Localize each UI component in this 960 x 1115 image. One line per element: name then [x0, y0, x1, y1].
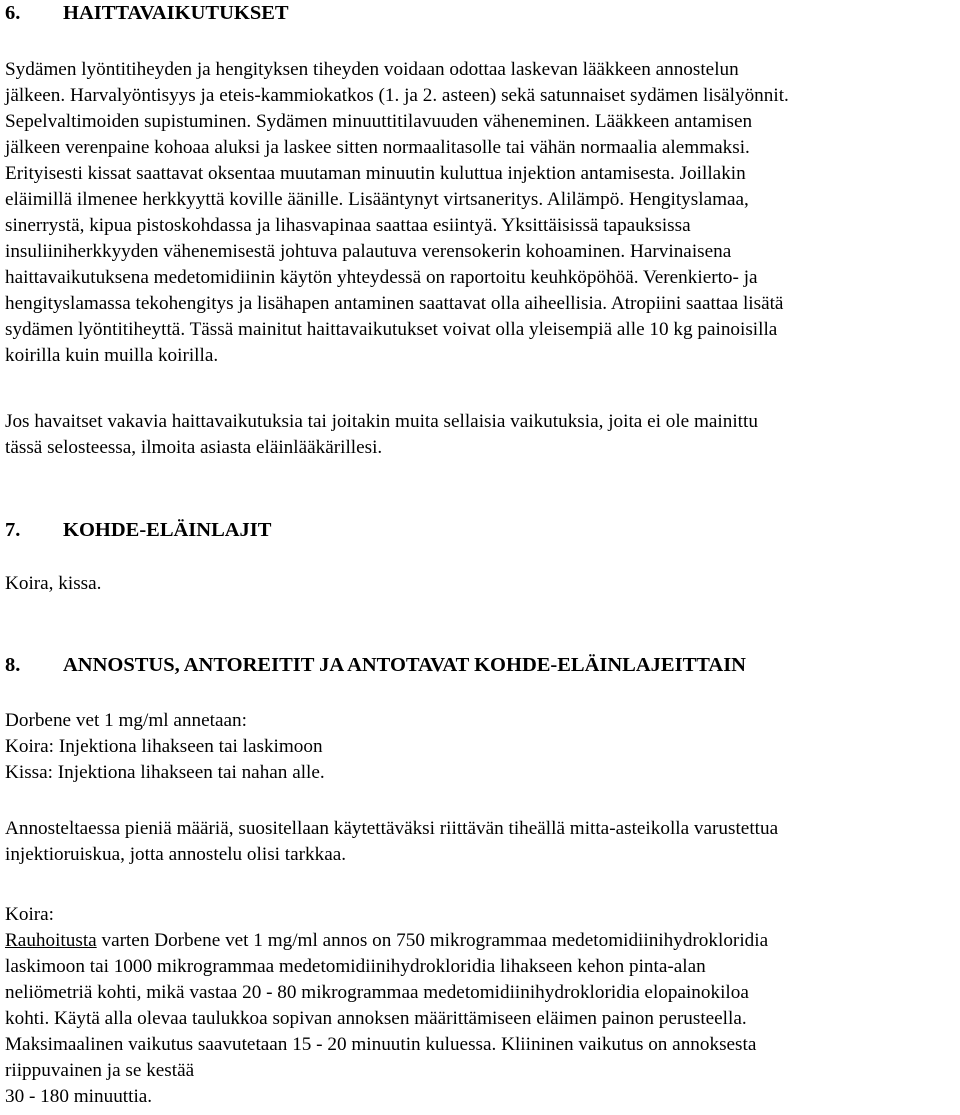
text-line: Sydämen lyöntitiheyden ja hengityksen tiheyden voidaan odottaa laskevan lääkkeen annostelun	[5, 59, 739, 80]
text-line: Koira: Injektiona lihakseen tai laskimoon	[5, 736, 323, 757]
text-line-rest: varten Dorbene vet 1 mg/ml annos on 750 mikrogrammaa medetomidiinihydrokloridia	[96, 930, 769, 951]
section-7-text: Koira, kissa.	[5, 573, 102, 594]
section-7-heading	[5, 517, 271, 543]
text-line: koirilla kuin muilla koirilla.	[5, 345, 219, 366]
section-6-number: 6.	[5, 2, 21, 24]
underlined-term: Rauhoitusta	[5, 930, 97, 951]
section-6-title: HAITTAVAIKUTUKSET	[63, 2, 289, 24]
section-8-heading	[5, 652, 746, 678]
section-6-heading	[5, 0, 289, 26]
text-line: sinerrystä, kipua pistoskohdassa ja lihasvapinaa saattaa esiintyä. Yksittäisissä tapauksissa	[5, 215, 691, 236]
text-line: laskimoon tai 1000 mikrogrammaa medetomidiinihydrokloridia lihakseen kehon pinta-alan	[5, 956, 706, 977]
section-7-title: KOHDE-ELÄINLAJIT	[63, 519, 272, 541]
text-line: Jos havaitset vakavia haittavaikutuksia tai joitakin muita sellaisia vaikutuksia, joita ei ole mainittu	[5, 411, 758, 432]
text-line: eläimillä ilmenee herkkyyttä koville äänille. Lisääntynyt virtsaneritys. Alilämpö. Hengityslamaa,	[5, 189, 749, 210]
text-line: Erityisesti kissat saattavat oksentaa muutaman minuutin kuluttua injektion antamisesta. Joillakin	[5, 163, 746, 184]
section-8-title: ANNOSTUS, ANTOREITIT JA ANTOTAVAT KOHDE-ELÄINLAJEITTAIN	[63, 654, 746, 676]
text-line: hengityslamassa tekohengitys ja lisähapen antaminen saattavat olla aiheellisia. Atropiini saattaa lisätä	[5, 293, 784, 314]
text-line: insuliiniherkkyyden vähenemisestä johtuva palautuva verensokerin kohoaminen. Harvinaisena	[5, 241, 732, 262]
text-line: Maksimaalinen vaikutus saavutetaan 15 - 20 minuutin kuluessa. Kliininen vaikutus on annoksesta	[5, 1034, 757, 1055]
dog-label: Koira:	[5, 904, 55, 925]
text-line: Sepelvaltimoiden supistuminen. Sydämen minuuttitilavuuden väheneminen. Lääkkeen antamisen	[5, 111, 753, 132]
text-line: Annosteltaessa pieniä määriä, suositellaan käytettäväksi riittävän tiheällä mitta-asteikolla varustettua	[5, 818, 779, 839]
text-line: riippuvainen ja se kestää	[5, 1060, 195, 1081]
text-line: jälkeen verenpaine kohoaa aluksi ja laskee sitten normaalitasolle tai vähän normaalia alemmaksi.	[5, 137, 750, 158]
text-line: Kissa: Injektiona lihakseen tai nahan alle.	[5, 762, 325, 783]
text-line: sydämen lyöntitiheyttä. Tässä mainitut haittavaikutukset voivat olla yleisempiä alle 10 kg painoisilla	[5, 319, 778, 340]
text-line: kohti. Käytä alla olevaa taulukkoa sopivan annoksen määrittämiseen eläimen painon perusteella.	[5, 1008, 747, 1029]
text-line: jälkeen. Harvalyöntisyys ja eteis-kammiokatkos (1. ja 2. asteen) sekä satunnaiset sydämen lisälyönnit.	[5, 85, 789, 106]
section-7-number: 7.	[5, 519, 21, 541]
text-line: Dorbene vet 1 mg/ml annetaan:	[5, 710, 247, 731]
text-line: haittavaikutuksena medetomidiinin käytön yhteydessä on raportoitu keuhköpöhöä. Verenkierto- ja	[5, 267, 758, 288]
text-line: neliömetriä kohti, mikä vastaa 20 - 80 mikrogrammaa medetomidiinihydrokloridia elopainokiloa	[5, 982, 749, 1003]
section-8-number: 8.	[5, 654, 21, 676]
text-line: tässä selosteessa, ilmoita asiasta eläinlääkärillesi.	[5, 437, 383, 458]
text-line	[5, 928, 768, 954]
text-line: 30 - 180 minuuttia.	[5, 1086, 153, 1107]
text-line: injektioruiskua, jotta annostelu olisi tarkkaa.	[5, 844, 347, 865]
